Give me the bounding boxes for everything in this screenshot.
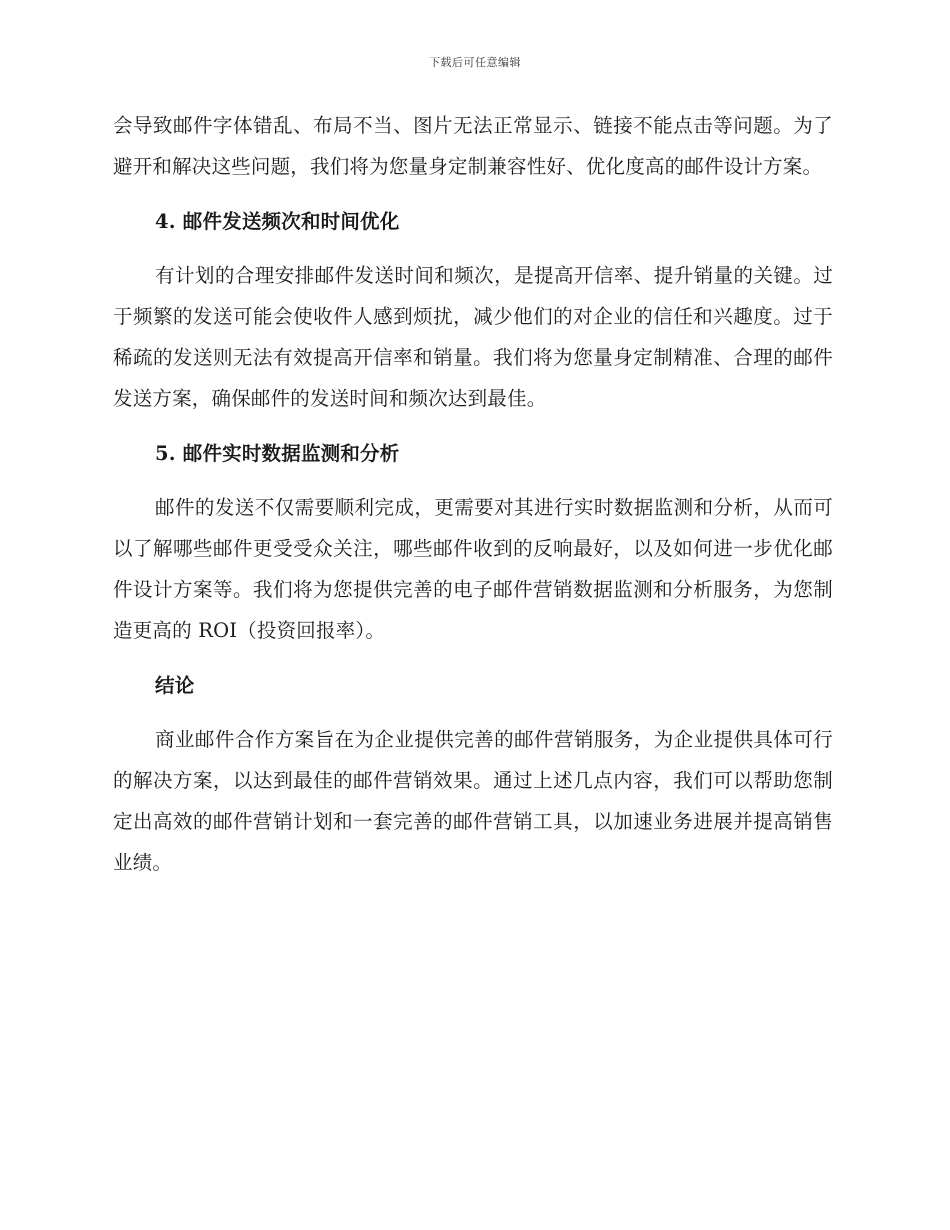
page-header: 下载后可任意编辑 <box>429 56 521 69</box>
paragraph-section-5: 邮件的发送不仅需要顺利完成，更需要对其进行实时数据监测和分析，从而可以了解哪些邮件更受受众关注，哪些邮件收到的反响最好，以及如何进一步优化邮件设计方案等。我们将为您提供完善的电子邮件营销数据监测和分析服务，为您制造更高的 ROI（投资回报率）。 <box>113 496 833 642</box>
document-body <box>113 106 833 884</box>
paragraph-continued: 会导致邮件字体错乱、布局不当、图片无法正常显示、链接不能点击等问题。为了避开和解决这些问题，我们将为您量身定制兼容性好、优化度高的邮件设计方案。 <box>113 114 833 178</box>
paragraph-section-4: 有计划的合理安排邮件发送时间和频次，是提高开信率、提升销量的关键。过于频繁的发送可能会使收件人感到烦扰，减少他们的对企业的信任和兴趣度。过于稀疏的发送则无法有效提高开信率和销量。我们将为您量身定制精准、合理的邮件发送方案，确保邮件的发送时间和频次达到最佳。 <box>113 264 833 410</box>
conclusion-heading: 结论 <box>155 673 195 697</box>
paragraph-conclusion: 商业邮件合作方案旨在为企业提供完善的邮件营销服务，为企业提供具体可行的解决方案，以达到最佳的邮件营销效果。通过上述几点内容，我们可以帮助您制定出高效的邮件营销计划和一套完善的邮件营销工具，以加速业务进展并提高销售业绩。 <box>113 728 833 874</box>
section-heading-5: 5. 邮件实时数据监测和分析 <box>155 441 400 465</box>
section-heading-4: 4. 邮件发送频次和时间优化 <box>155 209 400 233</box>
